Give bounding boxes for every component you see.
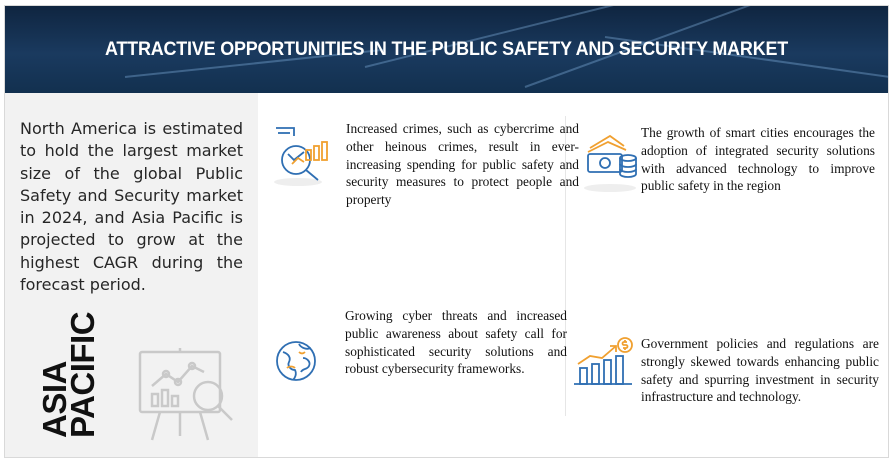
opportunity-text-government-policies: Government policies and regulations are strongly skewed towards enhancing public safety and spurring investment in security infrastructure and technology. <box>641 336 879 405</box>
page-title: ATTRACTIVE OPPORTUNITIES IN THE PUBLIC SAFETY AND SECURITY MARKET <box>104 38 789 60</box>
left-summary-panel <box>5 93 258 458</box>
region-label: ASIA PACIFIC <box>36 311 101 438</box>
header-banner <box>5 6 888 93</box>
opportunity-text-smart-cities: The growth of smart cities encourages the adoption of integrated security solutions with advanced technology to improve public safety in the region <box>641 125 875 194</box>
presentation-analytics-icon <box>130 346 238 442</box>
infographic-card <box>4 5 889 458</box>
opportunity-text-cyber-threats: Growing cyber threats and increased public awareness about safety call for sophisticated security solutions and robust cybersecurity frameworks. <box>345 308 567 377</box>
globe-icon <box>273 338 321 386</box>
growth-chart-dollar-icon <box>572 336 636 390</box>
market-summary-text: North America is estimated to hold the largest market size of the global Public Safety and Security market in 2024, and Asia Pacific is projected to grow at the highest CAGR during the forecast period. <box>20 119 243 295</box>
money-investment-icon <box>582 132 638 196</box>
crime-analytics-icon <box>270 124 330 190</box>
opportunity-text-crime: Increased crimes, such as cybercrime and other heinous crimes, result in ever-increasing spending for public safety and security measures to protect people and property <box>346 121 579 208</box>
